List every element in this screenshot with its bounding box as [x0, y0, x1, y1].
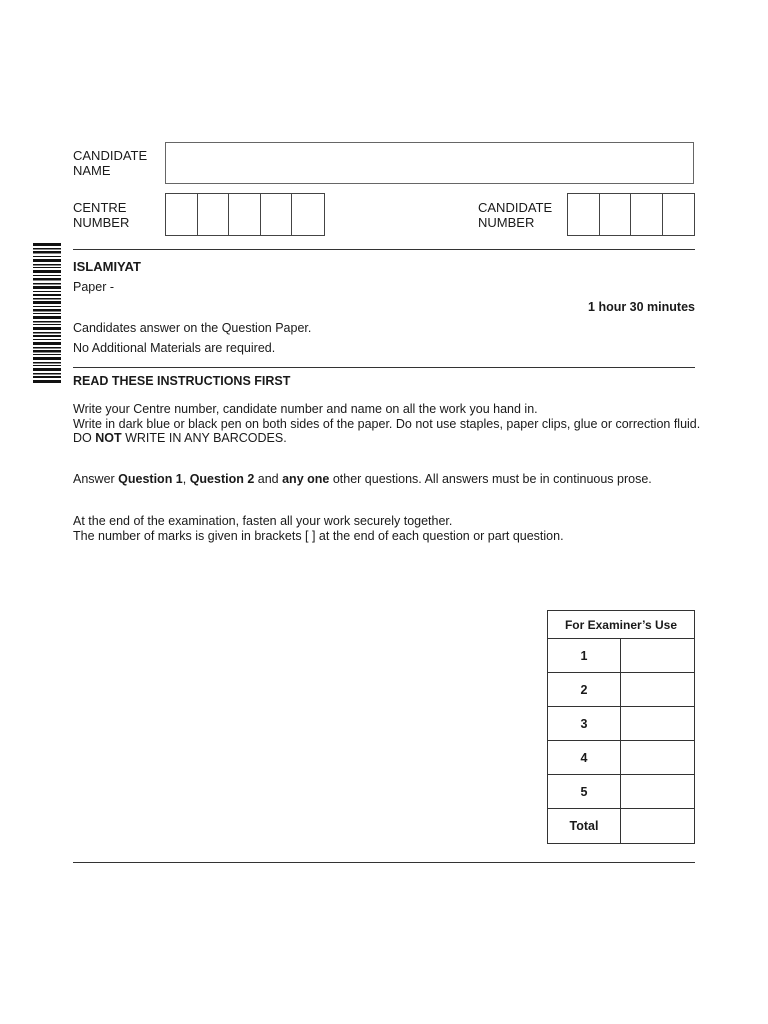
instruction-emphasis: NOT [95, 431, 122, 446]
instruction-line: Do not use staples, paper clips, glue or correction fluid. [395, 416, 701, 431]
materials-line-2: No Additional Materials are required. [73, 341, 276, 355]
instruction-line: At the end of the examination, fasten all your work securely together. [73, 514, 453, 528]
paper-line: Paper - [73, 280, 114, 294]
candidate-name-field[interactable] [165, 142, 694, 184]
instruction-line: The number of marks is given in brackets [ ] at the end of each question or part question. [73, 528, 564, 543]
centre-number-box[interactable] [229, 194, 261, 235]
centre-number-label-line1: CENTRE [73, 200, 127, 215]
marks-cell [621, 809, 694, 843]
instructions-heading: READ THESE INSTRUCTIONS FIRST [73, 374, 291, 388]
footer-divider [73, 862, 695, 863]
candidate-number-box[interactable] [600, 194, 632, 235]
instruction-line [73, 472, 422, 486]
instruction-text: and [254, 472, 283, 486]
instruction-line: Write in dark blue or black pen on both sides of the paper. [73, 416, 393, 431]
candidate-name-label [73, 148, 147, 178]
centre-number-box[interactable] [198, 194, 230, 235]
candidate-number-label-line1: CANDIDATE [478, 200, 553, 215]
table-row [548, 741, 694, 775]
instruction-text: other questions. [329, 472, 422, 486]
marks-cell [621, 775, 694, 808]
instruction-text: Answer [73, 472, 119, 486]
instructions-paragraph-2 [73, 472, 652, 487]
instruction-text: WRITE IN ANY BARCODES. [121, 431, 287, 446]
instruction-text: DO [73, 431, 96, 446]
table-row [548, 809, 694, 843]
marks-cell [621, 707, 694, 740]
materials-line-1: Candidates answer on the Question Paper. [73, 321, 312, 335]
instructions-paragraph-3 [73, 514, 768, 543]
candidate-number-box[interactable] [568, 194, 600, 235]
candidate-name-label-line2: NAME [73, 163, 111, 178]
candidate-number-label [478, 200, 552, 230]
instruction-emphasis: Question 1 [118, 472, 183, 486]
marks-cell [621, 741, 694, 774]
candidate-number-boxes[interactable] [567, 193, 695, 236]
centre-number-label [73, 200, 129, 230]
instructions-divider [73, 367, 695, 368]
candidate-number-box[interactable] [663, 194, 694, 235]
centre-number-boxes[interactable] [165, 193, 325, 236]
table-row [548, 673, 694, 707]
candidate-number-box[interactable] [631, 194, 663, 235]
instruction-line: Write your Centre number, candidate number and name on all the work you hand in. [73, 402, 538, 416]
instructions-paragraph-1 [73, 402, 768, 446]
marks-cell [621, 673, 694, 706]
candidate-number-label-line2: NUMBER [478, 215, 535, 230]
question-number: 1 [548, 639, 621, 672]
instruction-line [73, 431, 287, 445]
examiner-use-table [547, 610, 695, 844]
instruction-emphasis: Question 2 [189, 472, 255, 486]
table-row [548, 775, 694, 809]
question-number: 3 [548, 707, 621, 740]
barcode-image [31, 243, 63, 383]
question-number: 5 [548, 775, 621, 808]
centre-number-box[interactable] [292, 194, 324, 235]
instruction-emphasis: any one [282, 472, 330, 486]
instruction-line: All answers must be in continuous prose. [424, 472, 652, 486]
exam-duration: 1 hour 30 minutes [588, 300, 695, 314]
centre-number-label-line2: NUMBER [73, 215, 130, 230]
header-divider [73, 249, 695, 250]
question-number: 2 [548, 673, 621, 706]
marks-cell [621, 639, 694, 672]
examiner-use-heading: For Examiner’s Use [548, 611, 694, 639]
question-number: 4 [548, 741, 621, 774]
centre-number-box[interactable] [261, 194, 293, 235]
table-row [548, 639, 694, 673]
centre-number-box[interactable] [166, 194, 198, 235]
candidate-name-label-line1: CANDIDATE [73, 148, 148, 163]
instruction-text: , [182, 472, 190, 486]
subject-title: ISLAMIYAT [73, 259, 141, 274]
table-row [548, 707, 694, 741]
question-number: Total [548, 809, 621, 843]
